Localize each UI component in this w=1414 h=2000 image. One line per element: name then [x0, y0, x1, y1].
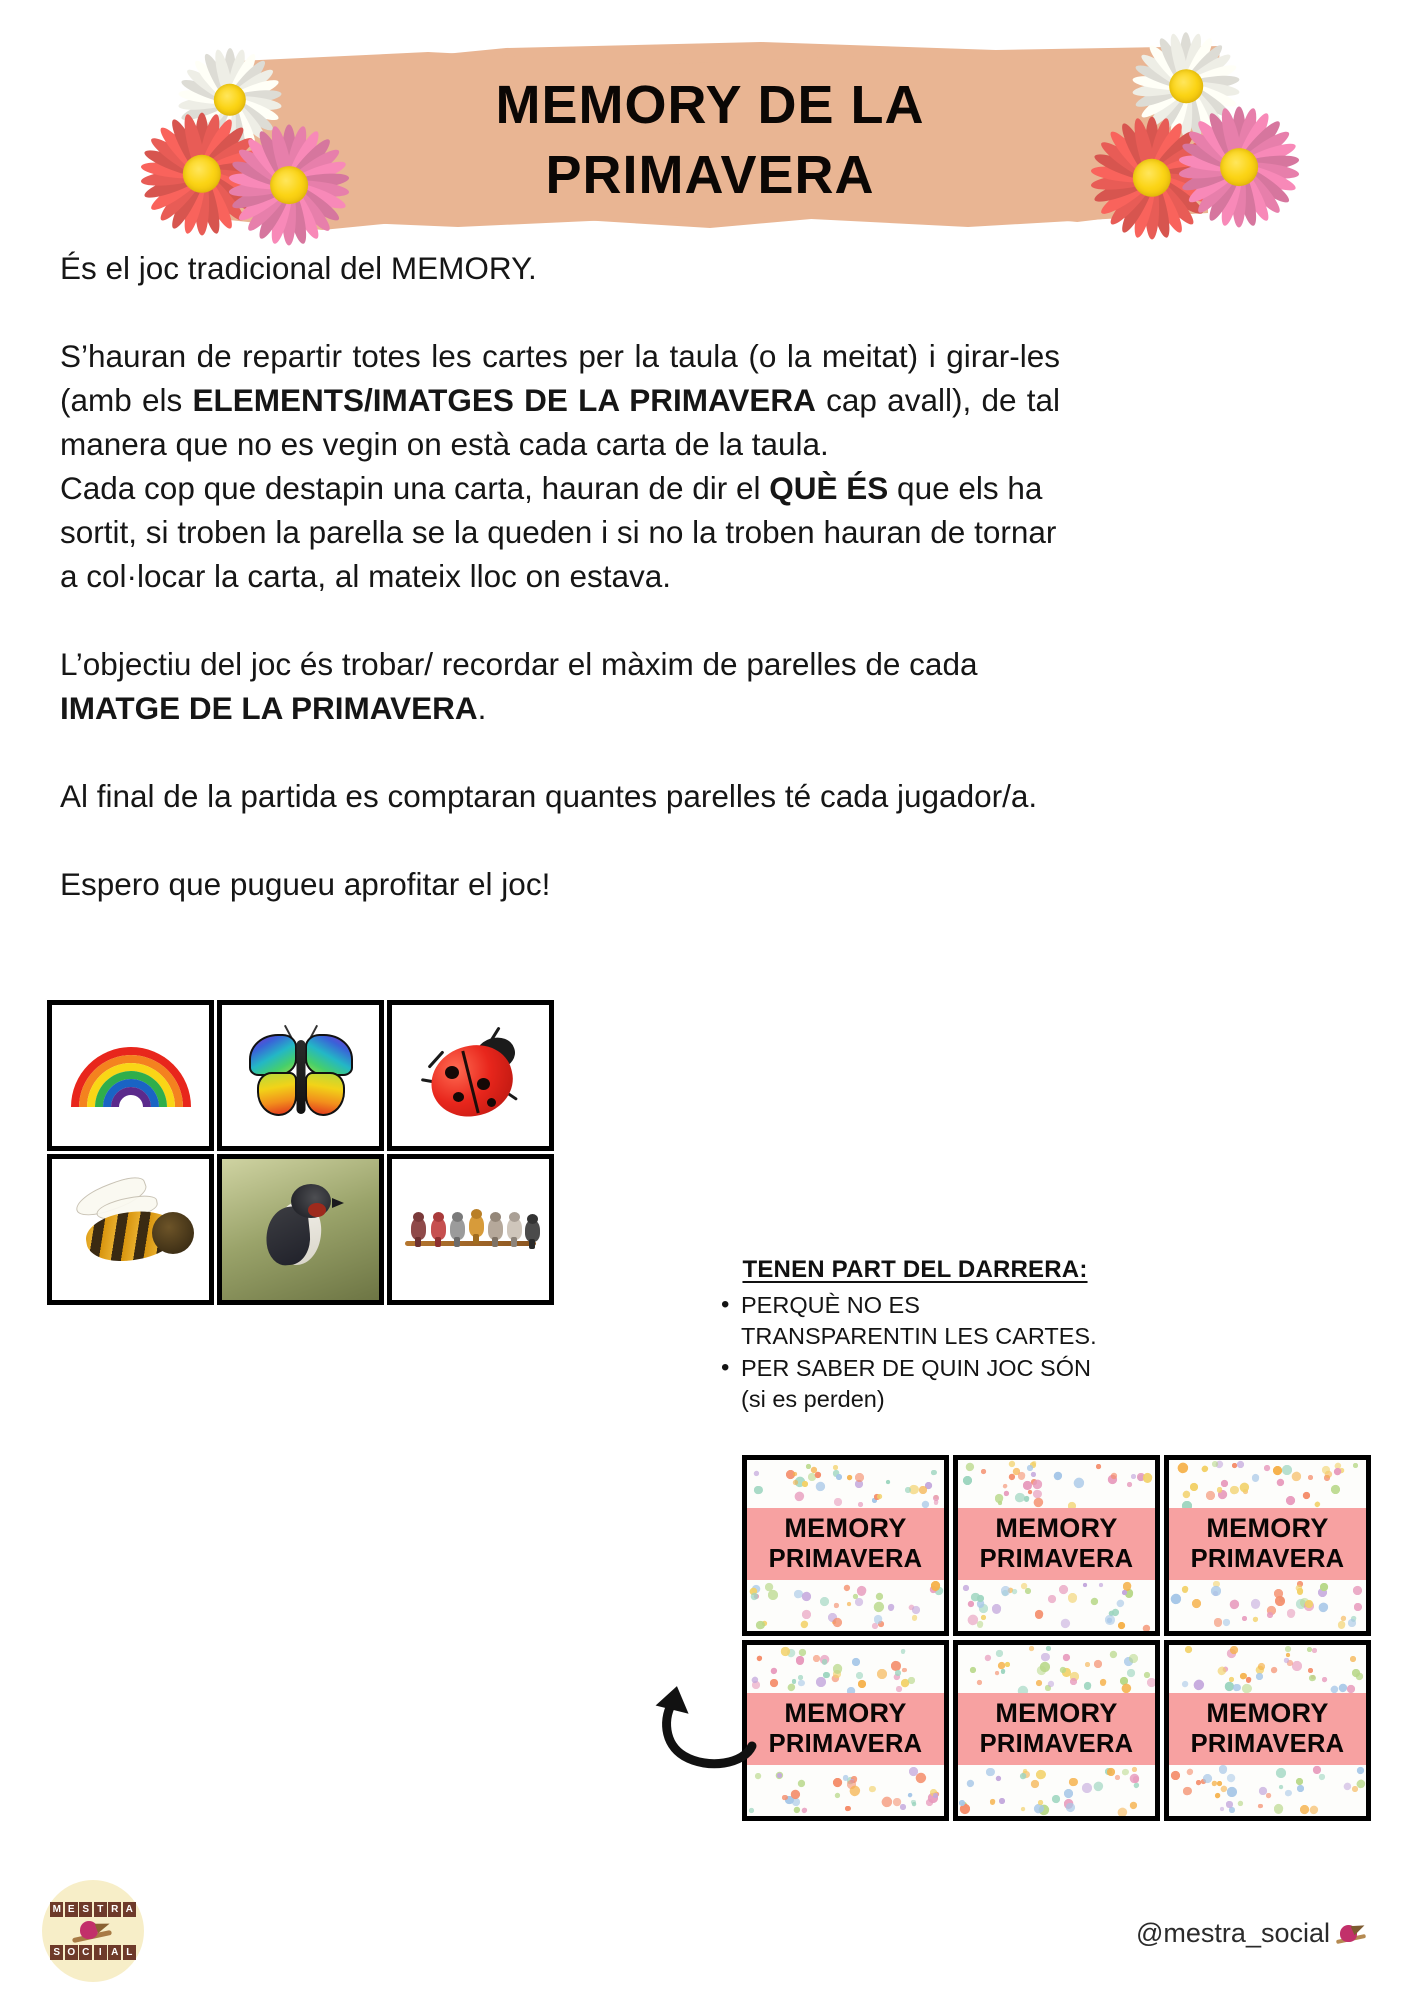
ladybug-icon — [419, 1032, 523, 1120]
card-back — [1164, 1455, 1371, 1636]
swallow-icon — [222, 1159, 379, 1300]
paragraph-intro: És el joc tradicional del MEMORY. — [60, 250, 537, 286]
card-back-line-1: MEMORY — [995, 1697, 1118, 1728]
page-title-line-2: PRIMAVERA — [545, 144, 875, 205]
paragraph-setup: S’hauran de repartir totes les cartes per la taula (o la meitat) i girar-les (amb els ELEMENTS/IMATGES DE LA PRIMAVERA cap avall), de tal manera que no es vegin on està cada carta de la taula. — [60, 338, 1060, 462]
floral-band-top — [747, 1645, 944, 1693]
floral-band-bottom — [1169, 1580, 1366, 1631]
image-cards-grid — [47, 1000, 554, 1305]
logo-bird-icon — [70, 1919, 116, 1943]
swallow-card — [217, 1154, 384, 1305]
card-back — [953, 1455, 1160, 1636]
floral-band-bottom — [747, 1765, 944, 1816]
pink-gerbera-icon — [226, 122, 352, 248]
floral-band-top — [747, 1460, 944, 1508]
back-side-note — [715, 1256, 1115, 1416]
note-title: TENEN PART DEL DARRERA: — [742, 1256, 1088, 1283]
card-back-label — [1169, 1508, 1366, 1580]
pink-gerbera-icon — [1176, 104, 1302, 230]
card-back — [1164, 1640, 1371, 1821]
card-back-line-1: MEMORY — [995, 1512, 1118, 1543]
paragraph-spacer — [60, 598, 1060, 642]
card-back-label — [958, 1693, 1155, 1765]
card-back-line-1: MEMORY — [784, 1697, 907, 1728]
card-back-line-2: PRIMAVERA — [1190, 1730, 1345, 1759]
floral-band-bottom — [958, 1580, 1155, 1631]
butterfly-card — [217, 1000, 384, 1151]
floral-band-bottom — [958, 1765, 1155, 1816]
paragraph-spacer — [60, 730, 1060, 774]
floral-band-bottom — [747, 1580, 944, 1631]
birds-on-branch-icon — [392, 1159, 549, 1300]
logo-bottom-word: S O C I A L — [50, 1945, 136, 1960]
ladybug-card — [387, 1000, 554, 1151]
card-back-line-2: PRIMAVERA — [1190, 1545, 1345, 1574]
rainbow-card — [47, 1000, 214, 1151]
floral-band-bottom — [1169, 1765, 1366, 1816]
card-back — [742, 1640, 949, 1821]
bold-imatge-primavera: IMATGE DE LA PRIMAVERA — [60, 690, 478, 726]
curved-arrow-icon — [648, 1680, 758, 1780]
birds-on-branch-card — [387, 1154, 554, 1305]
card-back-line-1: MEMORY — [1206, 1697, 1329, 1728]
floral-band-top — [1169, 1645, 1366, 1693]
floral-band-top — [958, 1460, 1155, 1508]
bold-que-es: QUÈ ÉS — [769, 470, 889, 506]
note-bullet-item: • PER SABER DE QUIN JOC SÓN (si es perden) — [715, 1353, 1115, 1415]
mestra-social-logo — [42, 1880, 144, 1982]
card-back-label — [958, 1508, 1155, 1580]
card-back-line-2: PRIMAVERA — [768, 1730, 923, 1759]
rainbow-icon — [71, 1045, 191, 1107]
card-back-line-2: PRIMAVERA — [979, 1730, 1134, 1759]
flower-cluster-left — [130, 18, 390, 258]
card-back-line-2: PRIMAVERA — [979, 1545, 1134, 1574]
page-title-line-1: MEMORY DE LA — [495, 74, 925, 135]
paragraph-scoring: Al final de la partida es comptaran quantes parelles té cada jugador/a. — [60, 778, 1038, 814]
note-bullet-item: • PERQUÈ NO ES TRANSPARENTIN LES CARTES. — [715, 1290, 1115, 1352]
note-bullet-list — [715, 1290, 1115, 1415]
bee-icon — [56, 1182, 206, 1278]
floral-band-top — [1169, 1460, 1366, 1508]
flower-cluster-right — [1040, 18, 1310, 258]
butterfly-icon — [245, 1030, 357, 1122]
card-backs-grid — [742, 1455, 1371, 1821]
page-title — [330, 58, 1090, 223]
bold-elements-imatges: ELEMENTS/IMATGES DE LA PRIMAVERA — [192, 382, 816, 418]
card-back — [953, 1640, 1160, 1821]
paragraph-turn: Cada cop que destapin una carta, hauran de dir el QUÈ ÉS que els ha sortit, si troben la parella se la queden i si no la troben hauran de tornar a col·locar la carta, al mateix lloc on estava. — [60, 470, 1057, 594]
card-back-line-2: PRIMAVERA — [768, 1545, 923, 1574]
floral-band-top — [958, 1645, 1155, 1693]
paragraph-objective: L’objectiu del joc és trobar/ recordar el màxim de parelles de cada IMATGE DE LA PRIMAVERA. — [60, 646, 978, 726]
social-handle-text: @mestra_social — [1136, 1918, 1330, 1948]
card-back-label — [747, 1508, 944, 1580]
card-back — [742, 1455, 949, 1636]
logo-top-word: M E S T R A — [50, 1902, 136, 1917]
card-back-label — [1169, 1693, 1366, 1765]
bee-card — [47, 1154, 214, 1305]
card-back-label — [747, 1693, 944, 1765]
paragraph-spacer — [60, 290, 1060, 334]
paragraph-closing: Espero que pugueu aprofitar el joc! — [60, 866, 551, 902]
paragraph-spacer — [60, 818, 1060, 862]
card-back-line-1: MEMORY — [1206, 1512, 1329, 1543]
instructions-body — [60, 246, 1060, 906]
bird-icon — [1336, 1921, 1366, 1947]
social-handle — [1136, 1918, 1366, 1949]
card-back-line-1: MEMORY — [784, 1512, 907, 1543]
